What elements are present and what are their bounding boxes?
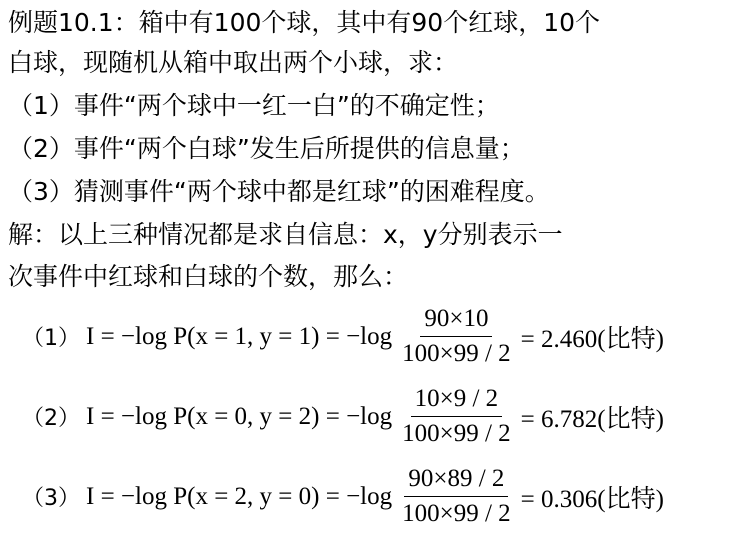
- solution-line-2: 次事件中红球和白球的个数，那么：: [8, 262, 409, 291]
- fraction-denominator: 100×99 / 2: [402, 500, 511, 527]
- equation-lhs: I = −log P(x = 2, y = 0) = −log: [86, 482, 393, 510]
- fraction-denominator: 100×99 / 2: [402, 420, 511, 447]
- equation-fraction: [398, 384, 515, 449]
- equation-1: [22, 304, 664, 369]
- equation-index: （2）: [22, 406, 80, 431]
- equation-lhs: I = −log P(x = 1, y = 1) = −log: [86, 322, 393, 350]
- equation-result: = 2.460(比特): [520, 325, 664, 353]
- fraction-denominator: 100×99 / 2: [402, 340, 511, 367]
- equation-lhs: I = −log P(x = 0, y = 2) = −log: [86, 402, 393, 430]
- question-1: （1）事件“两个球中一红一白”的不确定性；: [8, 91, 500, 120]
- equation-index: （1）: [22, 326, 80, 351]
- fraction-numerator: 90×89 / 2: [404, 464, 508, 497]
- fraction-numerator: 90×10: [420, 304, 492, 337]
- equation-index: （3）: [22, 486, 80, 511]
- solution-line-1: 解：以上三种情况都是求自信息：x，y分别表示一: [8, 220, 563, 249]
- equation-2: [22, 384, 664, 449]
- equation-3: [22, 464, 664, 529]
- equation-result: = 0.306(比特): [520, 485, 664, 513]
- equation-fraction: [398, 464, 515, 529]
- problem-title-line: 例题10.1：箱中有100个球，其中有90个红球，10个: [8, 8, 601, 37]
- equation-result: = 6.782(比特): [520, 405, 664, 433]
- equation-fraction: [398, 304, 515, 369]
- fraction-numerator: 10×9 / 2: [411, 384, 503, 417]
- problem-statement-line: 白球，现随机从箱中取出两个小球，求：: [8, 48, 459, 77]
- question-2: （2）事件“两个白球”发生后所提供的信息量；: [8, 134, 525, 163]
- question-3: （3）猜测事件“两个球中都是红球”的困难程度。: [8, 177, 550, 206]
